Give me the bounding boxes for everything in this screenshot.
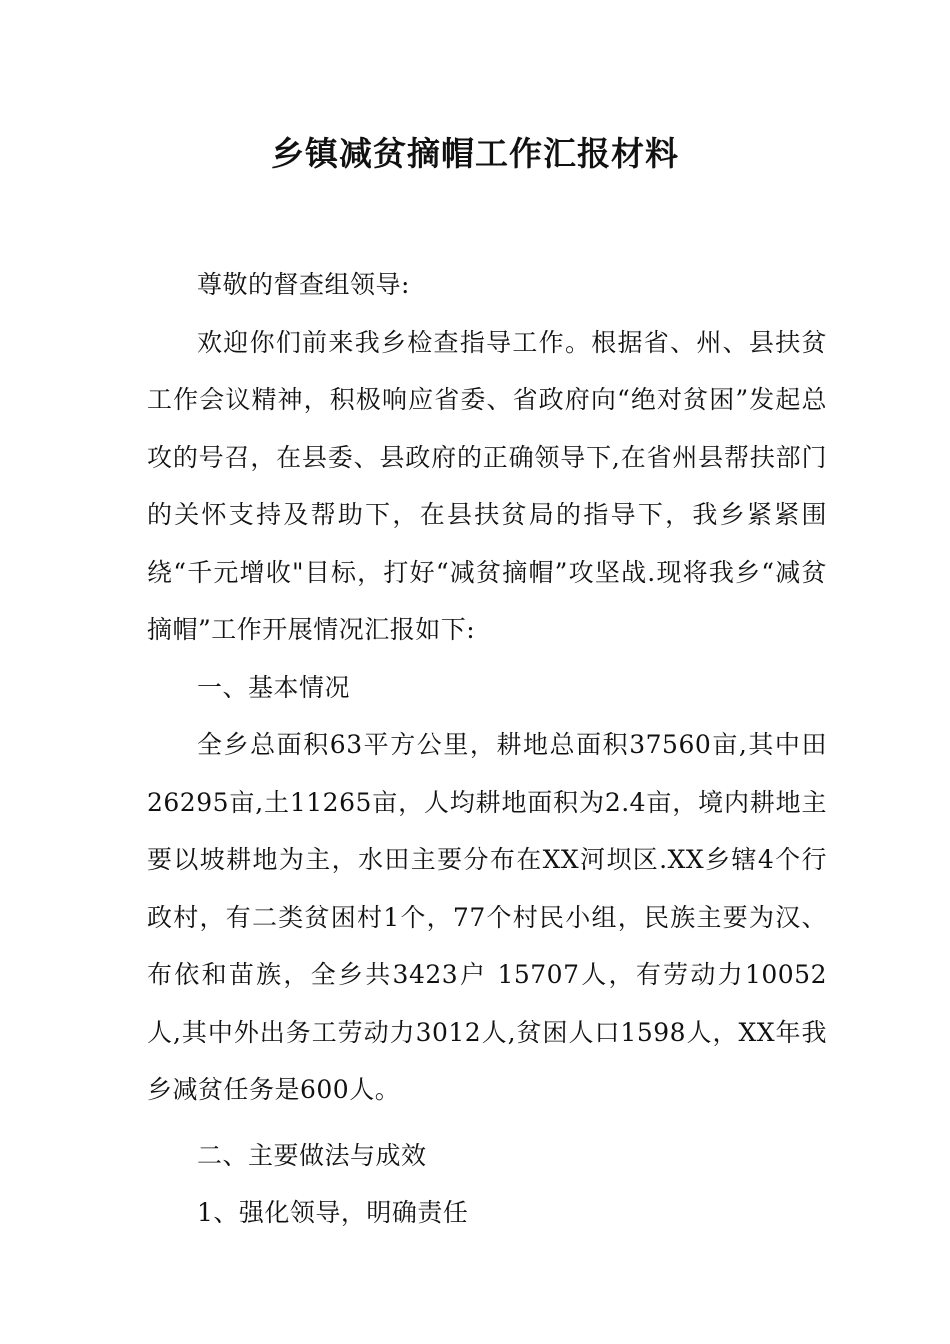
document-body [147, 256, 827, 1242]
section1-heading: 一、基本情况 [197, 672, 351, 702]
salutation: 尊敬的督查组领导: [197, 270, 410, 299]
document-title: 乡镇减贫摘帽工作汇报材料 [271, 134, 679, 173]
subsection1-heading: 1、强化领导，明确责任 [197, 1198, 469, 1227]
section1-paragraph: 全乡总面积63平方公里，耕地总面积37560亩,其中田26295亩,土11265亩，人均耕地面积为2.4亩，境内耕地主要以坡耕地为主，水田主要分布在XX河坝区.XX乡辖4个行政村，有二类贫困村1个，77个村民小组，民族主要为汉、布依和苗族，全乡共3423户 15707人，有劳动力10052人,其中外出务工劳动力3012人,贫困人口1598人，XX年我乡减贫任务是600人。 [147, 730, 827, 1104]
section2-heading: 二、主要做法与成效 [197, 1140, 427, 1170]
intro-paragraph: 欢迎你们前来我乡检查指导工作。根据省、州、县扶贫工作会议精神，积极响应省委、省政府向“绝对贫困”发起总攻的号召，在县委、县政府的正确领导下,在省州县帮扶部门的关怀支持及帮助下，在县扶贫局的指导下，我乡紧紧围绕“千元增收"目标，打好“减贫摘帽”攻坚战.现将我乡“减贫摘帽”工作开展情况汇报如下: [147, 327, 827, 644]
